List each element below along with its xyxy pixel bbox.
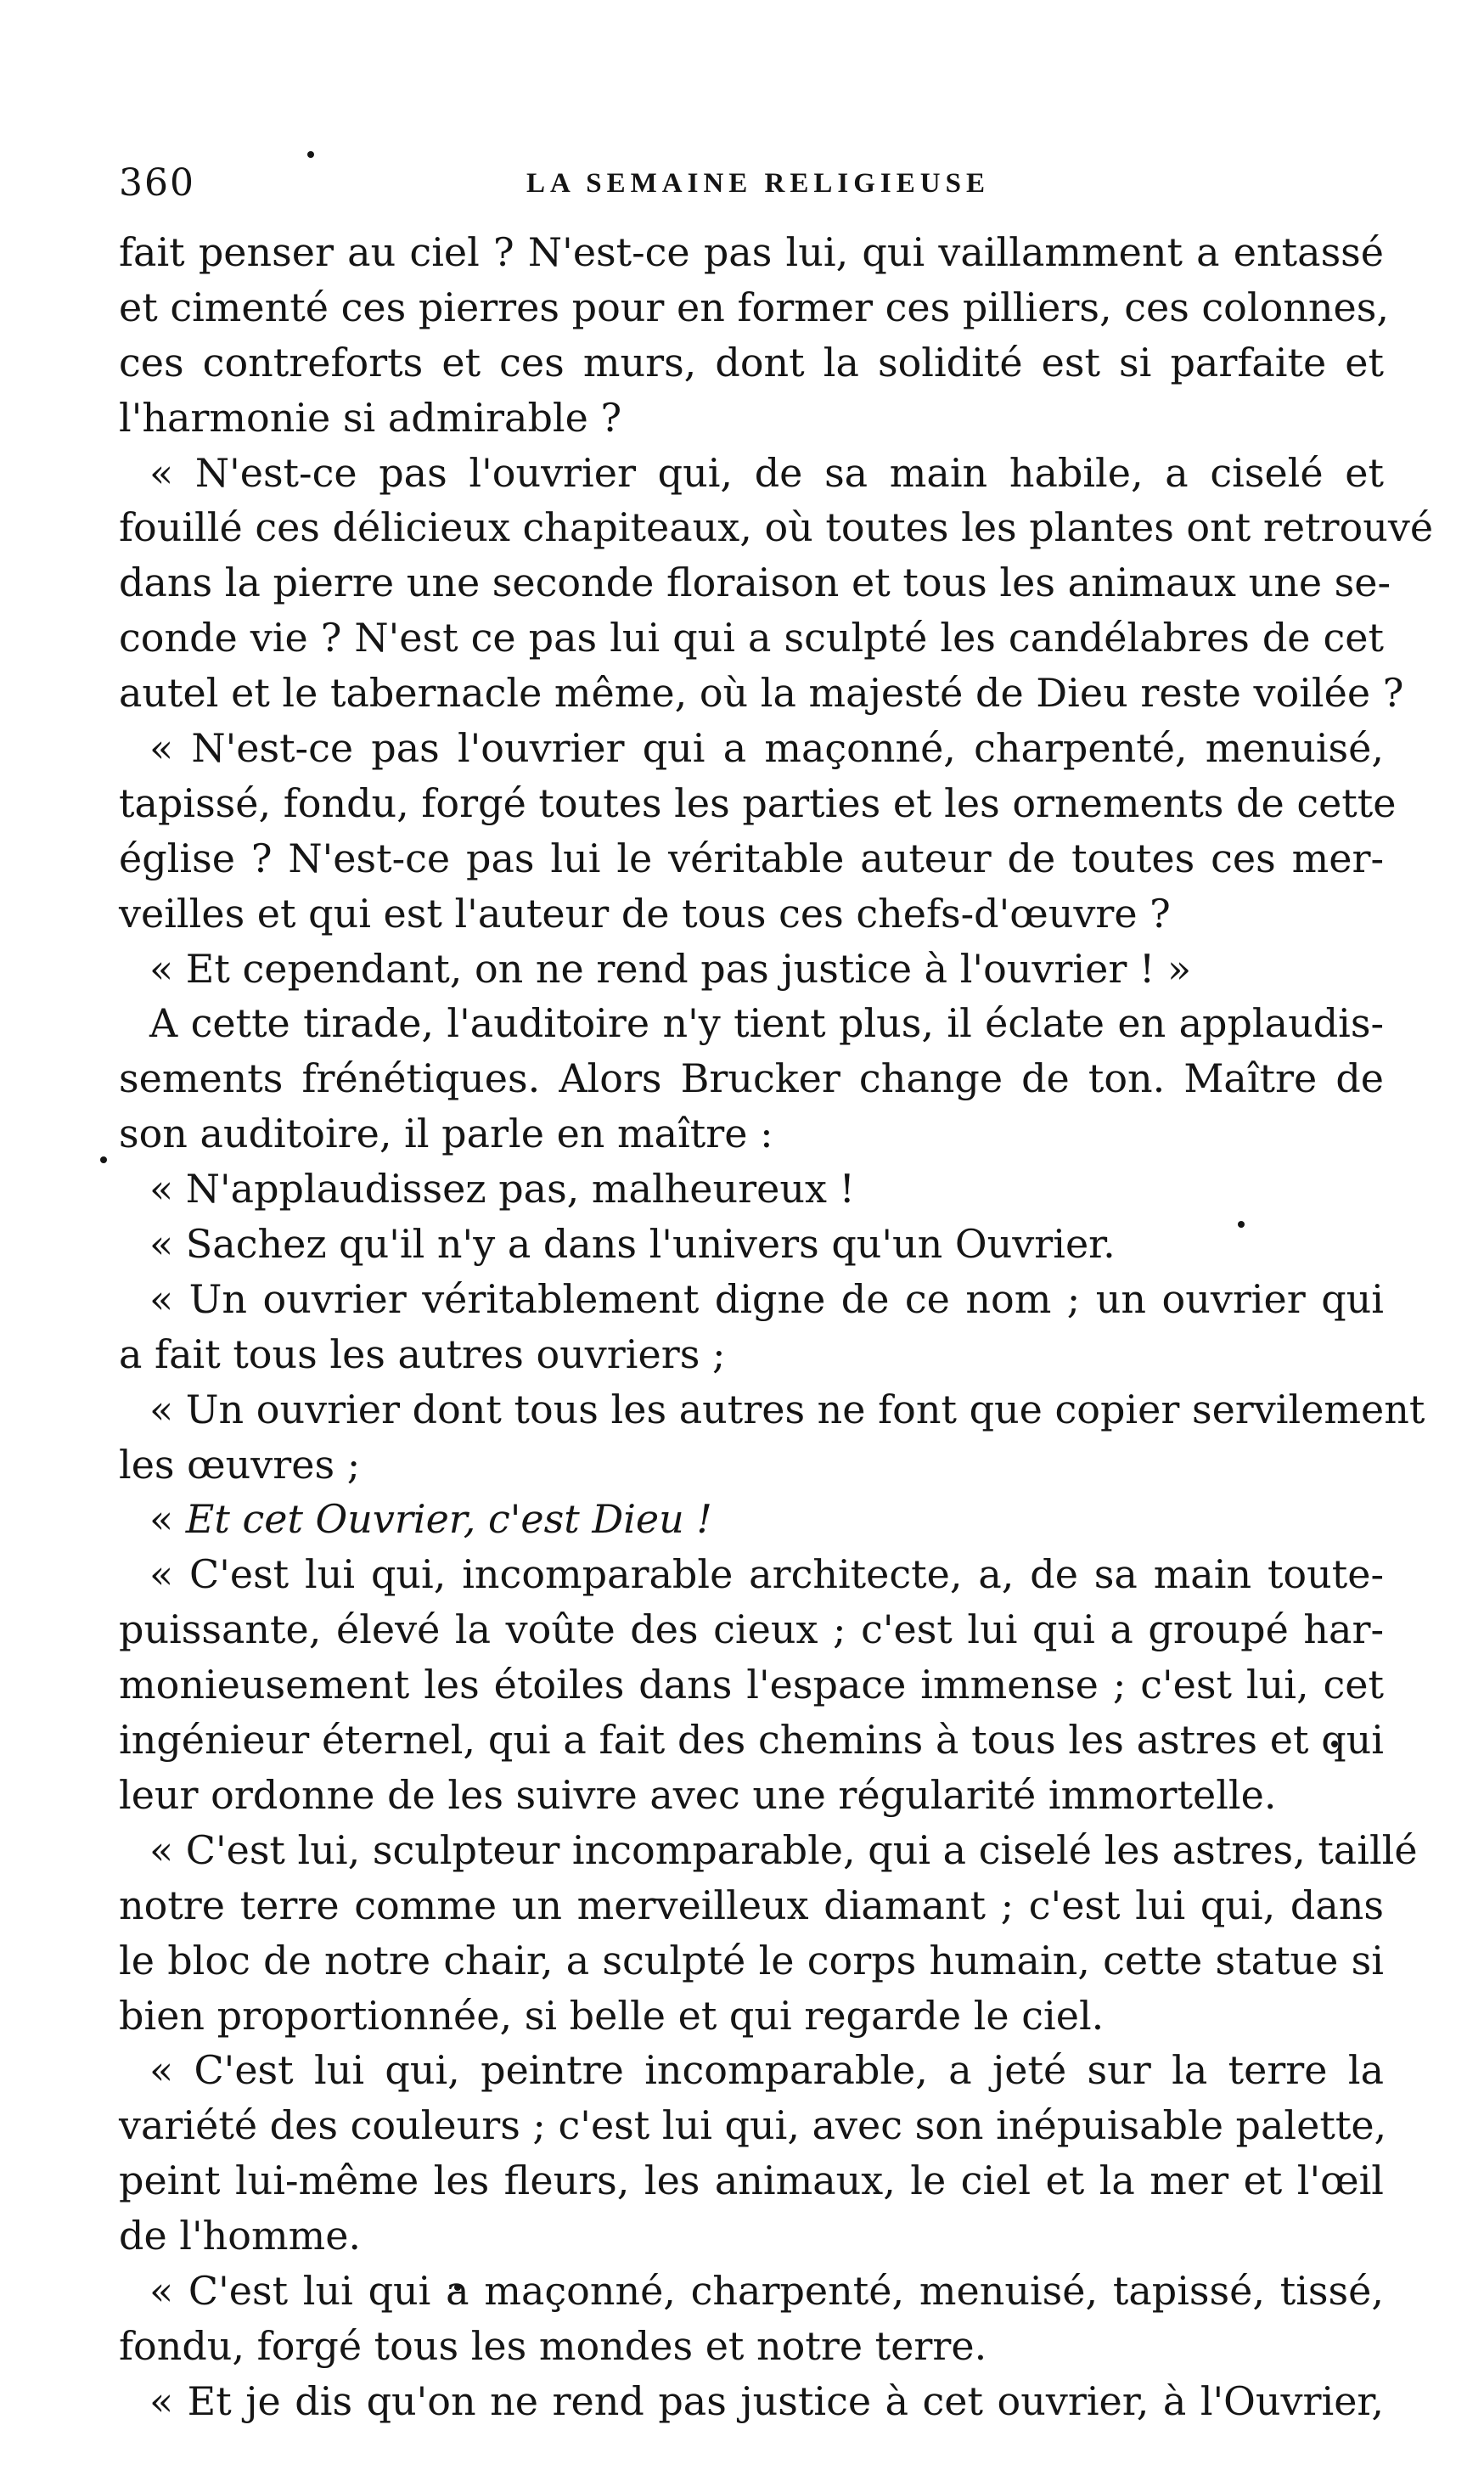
text-line: autel et le tabernacle même, où la majesté de Dieu reste voilée ? bbox=[119, 670, 1404, 717]
quote-mark: « bbox=[149, 1496, 174, 1543]
text-line: ces contreforts et ces murs, dont la solidité est si parfaite et bbox=[119, 339, 1384, 385]
text-line: puissante, élevé la voûte des cieux ; c'est lui qui a groupé har- bbox=[119, 1606, 1384, 1653]
print-speck bbox=[307, 151, 314, 158]
text-line: variété des couleurs ; c'est lui qui, avec son inépuisable palette, bbox=[119, 2102, 1387, 2149]
text-line: A cette tirade, l'auditoire n'y tient plus, il éclate en applaudis- bbox=[149, 1000, 1384, 1047]
body-text bbox=[119, 225, 1434, 2429]
text-line: fouillé ces délicieux chapiteaux, où toutes les plantes ont retrouvé bbox=[119, 504, 1434, 551]
italic-text-line bbox=[119, 1492, 1384, 1547]
text-line: les œuvres ; bbox=[119, 1441, 361, 1488]
text-line: « C'est lui, sculpteur incomparable, qui a ciselé les astres, taillé bbox=[149, 1826, 1418, 1873]
text-line: ingénieur éternel, qui a fait des chemins à tous les astres et qui bbox=[119, 1717, 1384, 1764]
text-line: « N'est-ce pas l'ouvrier qui, de sa main habile, a ciselé et bbox=[149, 449, 1384, 496]
running-title: LA SEMAINE RELIGIEUSE bbox=[526, 168, 990, 199]
text-line: monieusement les étoiles dans l'espace immense ; c'est lui, cet bbox=[119, 1662, 1384, 1708]
text-line: église ? N'est-ce pas lui le véritable auteur de toutes ces mer- bbox=[119, 835, 1384, 881]
text-line: conde vie ? N'est ce pas lui qui a sculpté les candélabres de cet bbox=[119, 615, 1384, 661]
text-line: peint lui-même les fleurs, les animaux, le ciel et la mer et l'œil bbox=[119, 2158, 1384, 2204]
text-line: de l'homme. bbox=[119, 2213, 362, 2259]
text-line: le bloc de notre chair, a sculpté le corps humain, cette statue si bbox=[119, 1937, 1384, 1983]
page-number: 360 bbox=[119, 161, 195, 205]
text-line: « C'est lui qui, peintre incomparable, a jeté sur la terre la bbox=[149, 2047, 1384, 2094]
text-line: « C'est lui qui a maçonné, charpenté, menuisé, tapissé, tissé, bbox=[149, 2267, 1384, 2314]
text-line: sements frénétiques. Alors Brucker change de ton. Maître de bbox=[119, 1055, 1384, 1102]
text-line: notre terre comme un merveilleux diamant ; c'est lui qui, dans bbox=[119, 1882, 1384, 1928]
text-line: « N'applaudissez pas, malheureux ! bbox=[149, 1166, 856, 1212]
text-line: « Et je dis qu'on ne rend pas justice à cet ouvrier, à l'Ouvrier, bbox=[149, 2377, 1384, 2424]
italic-phrase: Et cet Ouvrier, c'est Dieu ! bbox=[185, 1496, 712, 1543]
text-line: « Sachez qu'il n'y a dans l'univers qu'un Ouvrier. bbox=[149, 1221, 1116, 1268]
text-line: son auditoire, il parle en maître : bbox=[119, 1111, 773, 1157]
text-line: bien proportionnée, si belle et qui regarde le ciel. bbox=[119, 1992, 1105, 2039]
text-line: veilles et qui est l'auteur de tous ces chefs-d'œuvre ? bbox=[119, 890, 1171, 937]
text-line: « C'est lui qui, incomparable architecte, a, de sa main toute- bbox=[149, 1551, 1384, 1598]
text-line: « N'est-ce pas l'ouvrier qui a maçonné, charpenté, menuisé, bbox=[149, 725, 1384, 772]
text-line: leur ordonne de les suivre avec une régularité immortelle. bbox=[119, 1771, 1277, 1818]
text-line: dans la pierre une seconde floraison et tous les animaux une se- bbox=[119, 560, 1391, 606]
text-line: « Un ouvrier dont tous les autres ne font que copier servilement bbox=[149, 1386, 1425, 1432]
text-line: a fait tous les autres ouvriers ; bbox=[119, 1331, 726, 1377]
print-speck bbox=[100, 1156, 107, 1163]
text-line: et cimenté ces pierres pour en former ces pilliers, ces colonnes, bbox=[119, 284, 1389, 330]
text-line: « Et cependant, on ne rend pas justice à l'ouvrier ! » bbox=[149, 945, 1192, 992]
text-line: « Un ouvrier véritablement digne de ce nom ; un ouvrier qui bbox=[149, 1275, 1384, 1322]
text-line: fait penser au ciel ? N'est-ce pas lui, qui vaillamment a entassé bbox=[119, 229, 1384, 275]
page-header bbox=[119, 161, 1384, 212]
text-line: tapissé, fondu, forgé toutes les parties et les ornements de cette bbox=[119, 779, 1397, 826]
text-line: fondu, forgé tous les mondes et notre terre. bbox=[119, 2322, 987, 2369]
text-line: l'harmonie si admirable ? bbox=[119, 394, 622, 441]
